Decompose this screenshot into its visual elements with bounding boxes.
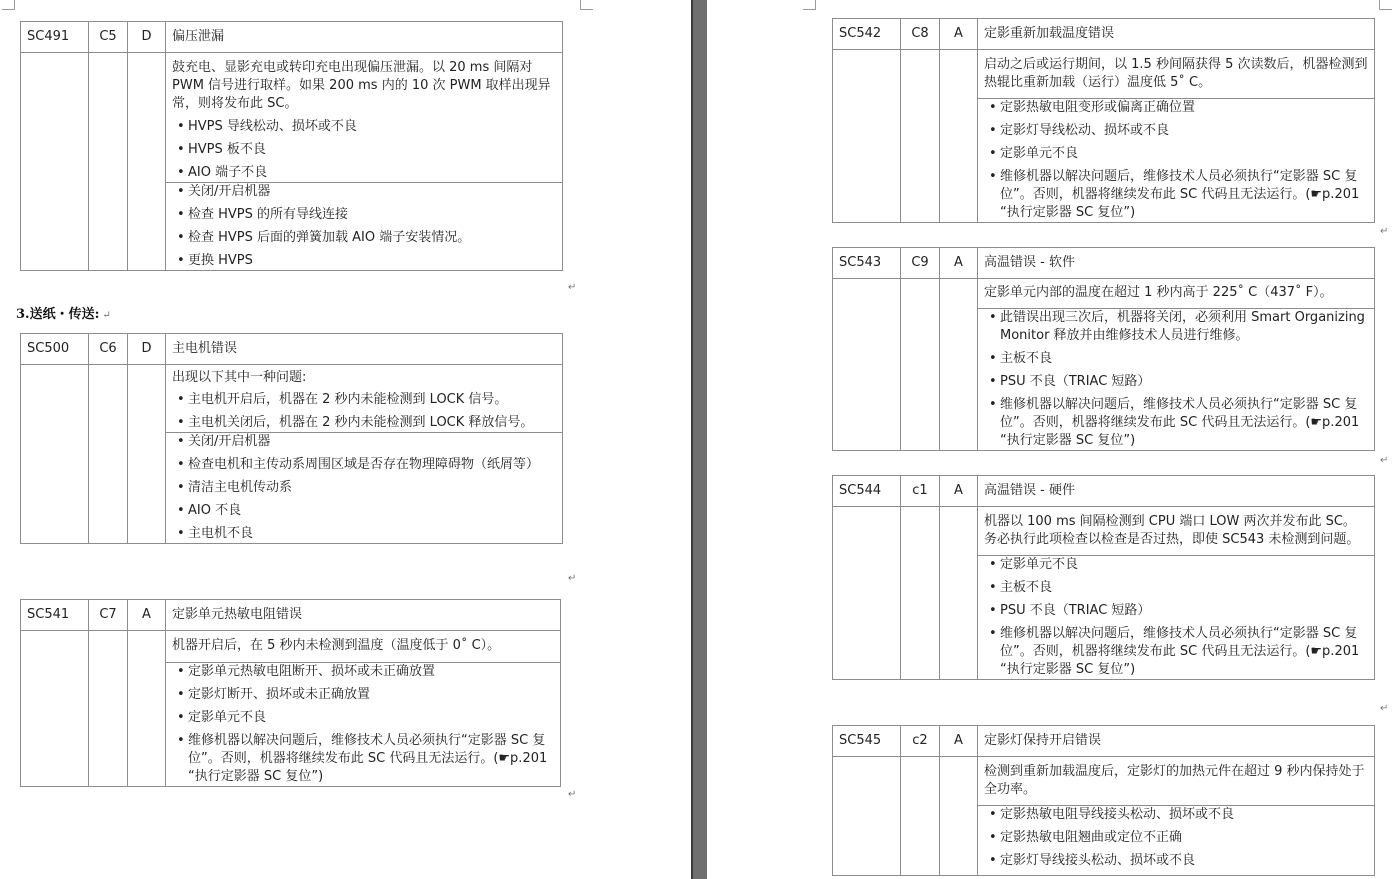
sc-description: 检测到重新加载温度后，定影灯的加热元件在超过 9 秒内保持处于全功率。 xyxy=(978,757,1375,806)
sc-description-cell xyxy=(166,53,563,183)
list-item: • 主电机关闭后，机器在 2 秒内未能检测到 LOCK 释放信号。 xyxy=(188,414,556,432)
list-item: • AIO 不良 xyxy=(188,502,556,520)
list-item: • 清洁主电机传动系 xyxy=(188,479,556,497)
sc-code: SC500 xyxy=(21,334,89,365)
sc-description: 鼓充电、显影充电或转印充电出现偏压泄漏。以 20 ms 间隔对 PWM 信号进行取样。如果 200 ms 内的 10 次 PWM 取样出现异常，则将发布此 SC。 xyxy=(172,60,551,111)
list-item: • 定影单元不良 xyxy=(188,709,554,727)
sc-action-cell xyxy=(166,183,563,271)
list-item: • 维修机器以解决问题后，维修技术人员必须执行“定影器 SC 复位”。否则，机器将继续发布此 SC 代码且无法运行。(☛p.201 “执行定影器 SC 复位”) xyxy=(188,732,554,786)
sc-action-cell xyxy=(166,433,563,544)
list-item: • 定影单元不良 xyxy=(1000,556,1368,574)
sc-class: C8 xyxy=(901,19,940,50)
sc-class: C7 xyxy=(89,600,128,631)
sc-cause-cell xyxy=(978,556,1375,680)
list-item: • 定影热敏电阻导线接头松动、损坏或不良 xyxy=(1000,806,1368,824)
list-item: • 主电机不良 xyxy=(188,525,556,543)
list-item: • PSU 不良（TRIAC 短路） xyxy=(1000,602,1368,620)
sc-table-sc543 xyxy=(832,247,1375,451)
crop-mark xyxy=(1379,0,1392,10)
crop-mark xyxy=(580,0,593,10)
list-item: • 此错误出现三次后，机器将关闭，必须利用 Smart Organizing Monitor 释放并由维修技术人员进行维修。 xyxy=(1000,309,1368,345)
list-item: • 定影热敏电阻变形或偏离正确位置 xyxy=(1000,99,1368,117)
list-item: • 检查 HVPS 的所有导线连接 xyxy=(188,206,556,224)
sc-class: C5 xyxy=(89,22,128,53)
sc-cause-cell xyxy=(166,663,561,787)
sc-table-sc545 xyxy=(832,725,1375,876)
list-item: • 关闭/开启机器 xyxy=(188,433,556,451)
list-item: • 更换 HVPS xyxy=(188,252,556,270)
cause-list xyxy=(172,663,554,786)
sc-title: 高温错误 - 硬件 xyxy=(978,476,1375,507)
sc-code: SC543 xyxy=(833,248,901,279)
paragraph-mark: ↵ xyxy=(1380,226,1389,237)
list-item: • 主电机开启后，机器在 2 秒内未能检测到 LOCK 信号。 xyxy=(188,391,556,409)
sc-code: SC544 xyxy=(833,476,901,507)
sc-level: A xyxy=(940,19,978,50)
sc-description: 出现以下其中一种问题: xyxy=(172,370,307,385)
sc-class: c2 xyxy=(901,726,940,757)
cause-list xyxy=(984,556,1368,679)
sc-description: 机器以 100 ms 间隔检测到 CPU 端口 LOW 两次并发布此 SC。务必执行此项检查以检查是否过热，即使 SC543 未检测到问题。 xyxy=(978,507,1375,556)
sc-cause-cell xyxy=(978,806,1375,876)
paragraph-mark: ↵ xyxy=(568,282,577,293)
sc-description: 定影单元内部的温度在超过 1 秒内高于 225˚ C（437˚ F）。 xyxy=(978,279,1375,309)
sc-table-sc541 xyxy=(20,599,561,787)
cause-list xyxy=(984,309,1368,450)
list-item: • 定影热敏电阻翘曲或定位不正确 xyxy=(1000,829,1368,847)
list-item: • 主板不良 xyxy=(1000,579,1368,597)
crop-mark xyxy=(2,0,15,10)
list-item: • 定影灯断开、损坏或未正确放置 xyxy=(188,686,554,704)
list-item: • 检查电机和主传动系周围区域是否存在物理障碍物（纸屑等） xyxy=(188,456,556,474)
sc-level: A xyxy=(940,248,978,279)
sc-code: SC491 xyxy=(21,22,89,53)
paragraph-mark: ↵ xyxy=(1380,703,1389,714)
sc-cause-cell xyxy=(978,309,1375,451)
sc-code: SC545 xyxy=(833,726,901,757)
document-page-right xyxy=(707,0,1392,879)
condition-list xyxy=(172,391,556,432)
list-item: • 主板不良 xyxy=(1000,350,1368,368)
sc-title: 定影重新加载温度错误 xyxy=(978,19,1375,50)
cause-list xyxy=(172,118,556,182)
list-item: • 定影灯导线松动、损坏或不良 xyxy=(1000,122,1368,140)
sc-title: 偏压泄漏 xyxy=(166,22,563,53)
list-item: • 定影单元不良 xyxy=(1000,145,1368,163)
list-item: • 维修机器以解决问题后，维修技术人员必须执行“定影器 SC 复位”。否则，机器将继续发布此 SC 代码且无法运行。(☛p.201 “执行定影器 SC 复位”) xyxy=(1000,625,1368,679)
sc-table-sc500 xyxy=(20,333,563,544)
sc-level: D xyxy=(128,334,166,365)
paragraph-mark: ↵ xyxy=(568,573,577,584)
sc-title: 定影灯保持开启错误 xyxy=(978,726,1375,757)
sc-title: 主电机错误 xyxy=(166,334,563,365)
action-list xyxy=(172,433,556,543)
sc-description: 机器开启后，在 5 秒内未检测到温度（温度低于 0˚ C）。 xyxy=(166,631,561,663)
sc-table-sc542 xyxy=(832,18,1375,223)
sc-table-sc491 xyxy=(20,21,563,271)
sc-level: A xyxy=(940,726,978,757)
sc-table-sc544 xyxy=(832,475,1375,680)
sc-level: A xyxy=(128,600,166,631)
sc-level: D xyxy=(128,22,166,53)
list-item: • 定影灯导线接头松动、损坏或不良 xyxy=(1000,852,1368,870)
cause-list xyxy=(984,99,1368,222)
sc-code: SC541 xyxy=(21,600,89,631)
list-item: • PSU 不良（TRIAC 短路） xyxy=(1000,373,1368,391)
document-page-left xyxy=(0,0,691,879)
crop-mark xyxy=(803,0,816,10)
list-item: • HVPS 板不良 xyxy=(188,141,556,159)
cause-list xyxy=(984,806,1368,870)
sc-title: 高温错误 - 软件 xyxy=(978,248,1375,279)
list-item: • 检查 HVPS 后面的弹簧加载 AIO 端子安装情况。 xyxy=(188,229,556,247)
list-item: • 维修机器以解决问题后，维修技术人员必须执行“定影器 SC 复位”。否则，机器将继续发布此 SC 代码且无法运行。(☛p.201 “执行定影器 SC 复位”) xyxy=(1000,168,1368,222)
list-item: • 定影单元热敏电阻断开、损坏或未正确放置 xyxy=(188,663,554,681)
list-item: • AIO 端子不良 xyxy=(188,164,556,182)
sc-title: 定影单元热敏电阻错误 xyxy=(166,600,561,631)
sc-code: SC542 xyxy=(833,19,901,50)
sc-class: c1 xyxy=(901,476,940,507)
sc-level: A xyxy=(940,476,978,507)
action-list xyxy=(172,183,556,270)
paragraph-mark: ↵ xyxy=(568,789,577,800)
list-item: • 关闭/开启机器 xyxy=(188,183,556,201)
list-item: • HVPS 导线松动、损坏或不良 xyxy=(188,118,556,136)
sc-cause-cell xyxy=(978,99,1375,223)
sc-description: 启动之后或运行期间，以 1.5 秒间隔获得 5 次读数后，机器检测到热辊比重新加载（运行）温度低 5˚ C。 xyxy=(978,50,1375,99)
section-title: 3.送纸・传送: ↵ xyxy=(16,307,111,322)
sc-class: C6 xyxy=(89,334,128,365)
sc-class: C9 xyxy=(901,248,940,279)
list-item: • 维修机器以解决问题后，维修技术人员必须执行“定影器 SC 复位”。否则，机器将继续发布此 SC 代码且无法运行。(☛p.201 “执行定影器 SC 复位”) xyxy=(1000,396,1368,450)
page-gutter xyxy=(691,0,707,879)
sc-description-cell xyxy=(166,365,563,433)
paragraph-mark: ↵ xyxy=(1380,455,1389,466)
